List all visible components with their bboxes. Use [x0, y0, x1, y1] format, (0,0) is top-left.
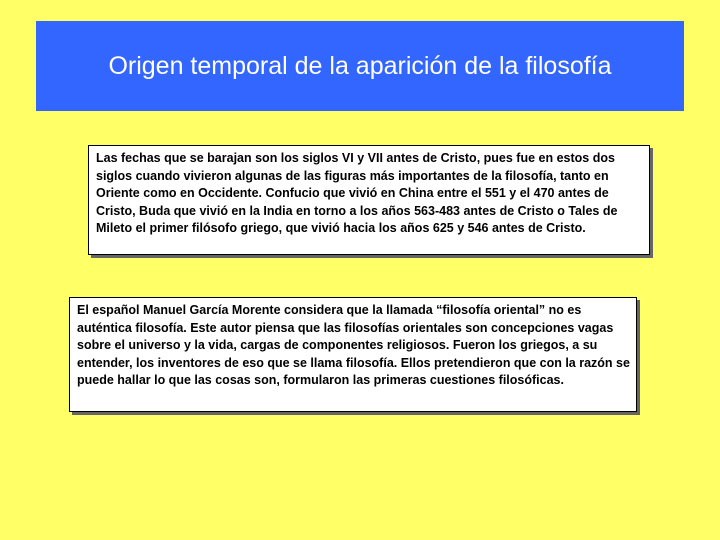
paragraph-dates: Las fechas que se barajan son los siglos VI y VII antes de Cristo, pues fue en estos dos siglos cuando vivieron algunas de las figuras más importantes de la filosofía, tanto en Oriente como en Occidente. Confucio que vivió en China entre el 551 y el 470 antes de Cristo, Buda que vivió en la India en torno a los años 563-483 antes de Cristo o Tales de Mileto el primer filósofo griego, que vivió hacia los años 625 y 546 antes de Cristo.: [96, 151, 618, 235]
slide-title: Origen temporal de la aparición de la filosofía: [108, 51, 612, 80]
text-box-morente: [69, 297, 637, 412]
title-banner: [36, 21, 684, 111]
paragraph-morente: El español Manuel García Morente considera que la llamada “filosofía oriental” no es auténtica filosofía. Este autor piensa que las filosofías orientales son concepciones vagas sobre el universo y la vida, cargas de componentes religiosos. Fueron los griegos, a su entender, los inventores de eso que se llama filosofía. Ellos pretendieron que con la razón se puede hallar lo que las cosas son, formularon las primeras cuestiones filosóficas.: [77, 303, 630, 387]
text-box-dates: [88, 145, 650, 255]
